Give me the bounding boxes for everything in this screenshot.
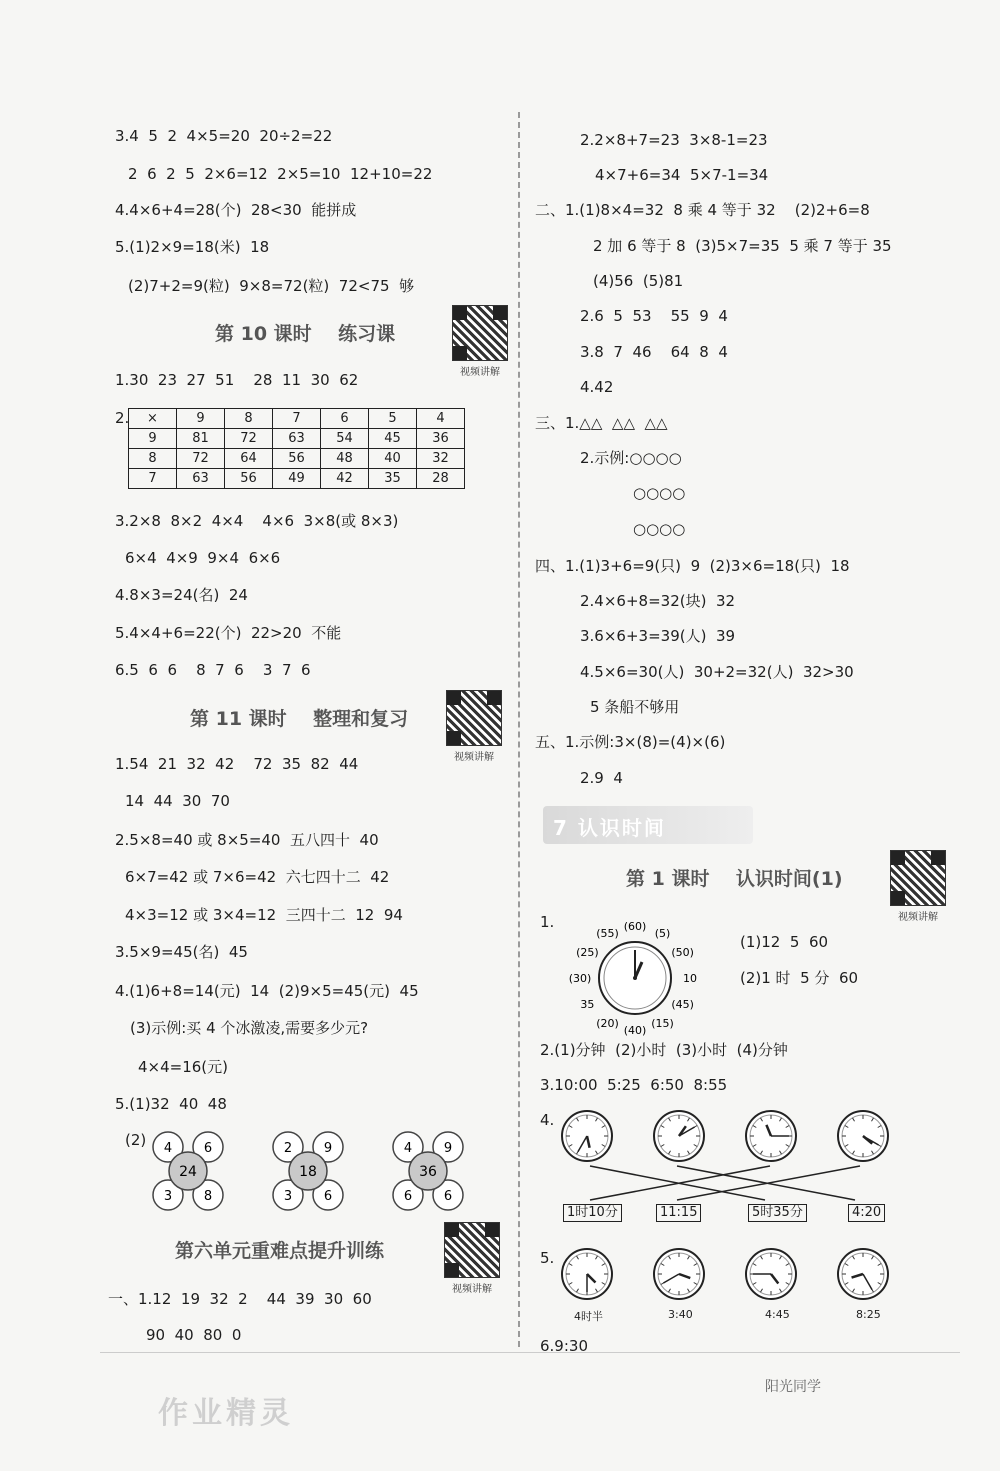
table-cell: 35 — [369, 469, 417, 489]
petal-number: 6 — [203, 1141, 213, 1156]
answer-line: 4×4=16(元) — [138, 1058, 229, 1076]
answer-line: 4.4×6+4=28(个) 28<30 能拼成 — [115, 201, 357, 219]
answer-line: 4.5×6=30(人) 30+2=32(人) 32>30 — [580, 663, 854, 681]
table-row — [129, 469, 465, 489]
table-header-cell: 4 — [417, 409, 465, 429]
table-header-cell: 5 — [369, 409, 417, 429]
clock-minute-label: (50) — [671, 946, 694, 959]
answer-line: 5. — [540, 1249, 555, 1267]
table-cell: 64 — [225, 449, 273, 469]
answer-line: 1.54 21 32 42 72 35 82 44 — [115, 755, 359, 773]
clock-icon — [654, 1249, 704, 1299]
qr-caption: 视频讲解 — [460, 367, 500, 378]
table-cell: 42 — [321, 469, 369, 489]
table-cell: 63 — [177, 469, 225, 489]
qr-caption: 视频讲解 — [898, 912, 938, 923]
clock-time-label: 4时半 — [574, 1310, 603, 1323]
answer-line: 2. — [115, 409, 130, 427]
table-cell: 7 — [129, 469, 177, 489]
flower-diagram — [153, 1132, 223, 1210]
table-cell: 54 — [321, 429, 369, 449]
answer-line: 3.6×6+3=39(人) 39 — [580, 627, 736, 645]
clock-minute-label: (45) — [671, 998, 694, 1011]
clock-minute-label: (25) — [576, 946, 599, 959]
table-row — [129, 429, 465, 449]
petal-number: 8 — [203, 1189, 213, 1204]
footer-rule — [100, 1352, 960, 1353]
time-label-box: 1时10分 — [563, 1204, 622, 1222]
flower-diagram — [393, 1132, 463, 1210]
clock-row-diagram — [555, 1244, 915, 1306]
qr-icon — [452, 305, 508, 361]
table-cell: 49 — [273, 469, 321, 489]
section-heading: 第 1 课时 认识时间(1) — [626, 868, 843, 890]
watermark: 作业精灵 — [158, 1396, 294, 1431]
petal-number: 6 — [443, 1189, 453, 1204]
answer-line: 4×7+6=34 5×7-1=34 — [595, 166, 769, 184]
table-row — [129, 409, 465, 429]
clock-minute-label: 35 — [580, 998, 595, 1011]
answer-line: 2.6 5 53 55 9 4 — [580, 307, 728, 325]
table-cell: 72 — [225, 429, 273, 449]
table-cell: 63 — [273, 429, 321, 449]
answer-line: 2.5×8=40 或 8×5=40 五八四十 40 — [115, 831, 379, 849]
clock-minute-label: (60) — [623, 920, 647, 933]
answer-line: 1. — [540, 913, 555, 931]
clock-icon — [654, 1111, 704, 1161]
flower-diagrams — [150, 1128, 490, 1214]
table-cell: 72 — [177, 449, 225, 469]
qr-code[interactable] — [452, 305, 508, 378]
qr-icon — [890, 850, 946, 906]
table-header-cell: 7 — [273, 409, 321, 429]
table-cell: 28 — [417, 469, 465, 489]
answer-line: 3.4 5 2 4×5=20 20÷2=22 — [115, 127, 333, 145]
answer-line: 2.(1)分钟 (2)小时 (3)小时 (4)分钟 — [540, 1041, 788, 1059]
qr-icon — [444, 1222, 500, 1278]
time-label-box: 4:20 — [848, 1204, 885, 1222]
answer-line: (2)1 时 5 分 60 — [740, 969, 859, 987]
answer-line: ○○○○ — [633, 520, 686, 538]
answer-line: 14 44 30 70 — [125, 792, 230, 810]
answer-line: 2.4×6+8=32(块) 32 — [580, 592, 736, 610]
answer-line: 三、1.△△ △△ △△ — [535, 414, 668, 432]
unit-banner — [543, 806, 753, 844]
petal-number: 2 — [283, 1141, 293, 1156]
clock-icon — [838, 1111, 888, 1161]
clock-minute-label: 10 — [683, 972, 697, 985]
answer-line: 3.5×9=45(名) 45 — [115, 943, 248, 961]
qr-icon — [446, 690, 502, 746]
answer-line: 2.2×8+7=23 3×8-1=23 — [580, 131, 768, 149]
answer-line: 6×4 4×9 9×4 6×6 — [125, 549, 281, 567]
answer-line: 二、1.(1)8×4=32 8 乘 4 等于 32 (2)2+6=8 — [535, 201, 870, 219]
petal-number: 6 — [403, 1189, 413, 1204]
answer-line: (4)56 (5)81 — [593, 272, 684, 290]
center-number: 36 — [419, 1164, 437, 1180]
table-header-cell: × — [129, 409, 177, 429]
table-header-cell: 9 — [177, 409, 225, 429]
petal-number: 3 — [283, 1189, 293, 1204]
clock-face-diagram — [560, 910, 710, 1050]
answer-line: 4.(1)6+8=14(元) 14 (2)9×5=45(元) 45 — [115, 982, 419, 1000]
clock-icon — [562, 1249, 612, 1299]
table-cell: 8 — [129, 449, 177, 469]
table-header-cell: 8 — [225, 409, 273, 429]
answer-line: (1)12 5 60 — [740, 933, 829, 951]
answer-line: 四、1.(1)3+6=9(只) 9 (2)3×6=18(只) 18 — [535, 557, 850, 575]
answer-line: (2)7+2=9(粒) 9×8=72(粒) 72<75 够 — [128, 277, 415, 295]
footer-brand: 阳光同学 — [765, 1379, 821, 1395]
multiplication-table — [128, 408, 465, 489]
clock-icon — [746, 1111, 796, 1161]
qr-caption: 视频讲解 — [454, 752, 494, 763]
center-number: 18 — [299, 1164, 317, 1180]
qr-code[interactable] — [446, 690, 502, 763]
qr-code[interactable] — [890, 850, 946, 923]
clock-icon — [838, 1249, 888, 1299]
time-label-box: 11:15 — [656, 1204, 701, 1222]
table-cell: 81 — [177, 429, 225, 449]
answer-line: ○○○○ — [633, 484, 686, 502]
answer-line: 4.8×3=24(名) 24 — [115, 586, 248, 604]
answer-line: 3.2×8 8×2 4×4 4×6 3×8(或 8×3) — [115, 512, 399, 530]
answer-line: 1.30 23 27 51 28 11 30 62 — [115, 371, 359, 389]
petal-number: 4 — [163, 1141, 173, 1156]
table-cell: 56 — [225, 469, 273, 489]
clock-icon — [562, 1111, 612, 1161]
table-cell: 48 — [321, 449, 369, 469]
answer-line: 2.示例:○○○○ — [580, 449, 682, 467]
table-cell: 36 — [417, 429, 465, 449]
column-divider — [518, 112, 520, 1347]
petal-number: 6 — [323, 1189, 333, 1204]
table-cell: 40 — [369, 449, 417, 469]
petal-number: 4 — [403, 1141, 413, 1156]
petal-number: 9 — [323, 1141, 333, 1156]
section-heading: 第 10 课时 练习课 — [215, 323, 396, 345]
clock-minute-label: (40) — [623, 1024, 647, 1037]
answer-line: 2 6 2 5 2×6=12 2×5=10 12+10=22 — [128, 165, 433, 183]
table-cell: 32 — [417, 449, 465, 469]
petal-number: 3 — [163, 1189, 173, 1204]
table-row — [129, 449, 465, 469]
qr-caption: 视频讲解 — [452, 1284, 492, 1295]
answer-line: 5.(1)32 40 48 — [115, 1095, 227, 1113]
clock-minute-label: (30) — [568, 972, 592, 985]
answer-line: 一、1.12 19 32 2 44 39 30 60 — [108, 1290, 372, 1308]
clock-minute-label: (5) — [654, 926, 671, 940]
answer-line: 4.42 — [580, 378, 614, 396]
clock-minute-label: (55) — [596, 926, 619, 940]
answer-line: 5.(1)2×9=18(米) 18 — [115, 238, 270, 256]
qr-code[interactable] — [444, 1222, 500, 1295]
answer-line: (3)示例:买 4 个冰激凌,需要多少元? — [130, 1019, 369, 1037]
answer-line: 6×7=42 或 7×6=42 六七四十二 42 — [125, 868, 390, 886]
answer-line: 90 40 80 0 — [146, 1326, 242, 1344]
answer-line: 4. — [540, 1111, 555, 1129]
center-number: 24 — [179, 1164, 197, 1180]
clock-minute-label: (15) — [651, 1017, 674, 1031]
answer-line: 6.5 6 6 8 7 6 3 7 6 — [115, 661, 311, 679]
answer-line: 4×3=12 或 3×4=12 三四十二 12 94 — [125, 906, 403, 924]
answer-line: 五、1.示例:3×(8)=(4)×(6) — [535, 733, 726, 751]
answer-line: 3.8 7 46 64 8 4 — [580, 343, 728, 361]
time-label-box: 5时35分 — [748, 1204, 807, 1222]
flower-diagram — [273, 1132, 343, 1210]
answer-line: 5 条船不够用 — [590, 698, 680, 716]
clock-icon — [746, 1249, 796, 1299]
unit-banner-title: 7 认识时间 — [553, 816, 666, 840]
answer-line: 5.4×4+6=22(个) 22>20 不能 — [115, 624, 342, 642]
section-heading: 第 11 课时 整理和复习 — [190, 708, 409, 730]
answer-line: 2.9 4 — [580, 769, 623, 787]
table-header-cell: 6 — [321, 409, 369, 429]
clock-time-label: 3:40 — [668, 1308, 693, 1321]
answer-line: 3.10:00 5:25 6:50 8:55 — [540, 1076, 728, 1094]
clock-time-label: 4:45 — [765, 1308, 790, 1321]
table-cell: 9 — [129, 429, 177, 449]
table-cell: 45 — [369, 429, 417, 449]
section-heading: 第六单元重难点提升训练 — [175, 1240, 385, 1262]
clock-time-label: 8:25 — [856, 1308, 881, 1321]
answer-line: (2) — [125, 1131, 147, 1149]
clock-minute-label: (20) — [596, 1017, 619, 1031]
petal-number: 9 — [443, 1141, 453, 1156]
table-cell: 56 — [273, 449, 321, 469]
answer-line: 6.9:30 — [540, 1337, 588, 1355]
answer-line: 2 加 6 等于 8 (3)5×7=35 5 乘 7 等于 35 — [593, 237, 892, 255]
